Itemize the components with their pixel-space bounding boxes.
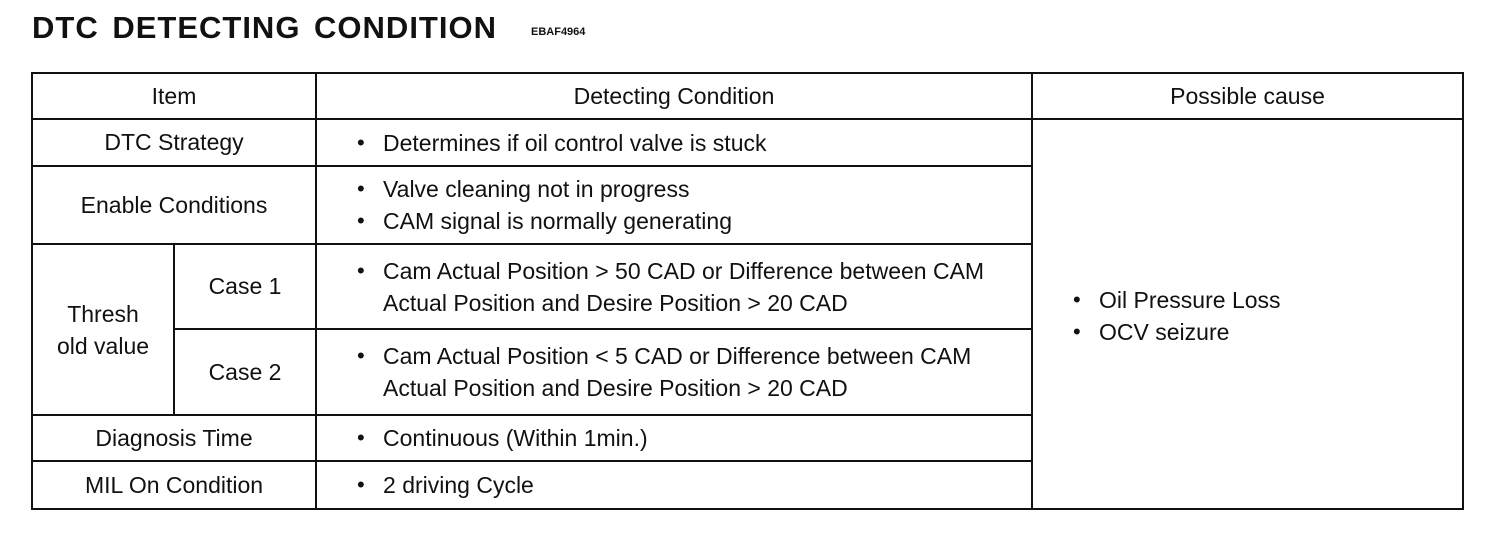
header-item: Item	[32, 73, 316, 119]
item-threshold-value	[32, 244, 174, 415]
condition-list	[355, 255, 1031, 319]
condition-diagnosis-time	[316, 415, 1032, 461]
condition-item: • Determines if oil control valve is stuck	[355, 127, 1031, 159]
item-enable-conditions: Enable Conditions	[32, 166, 316, 244]
condition-item: • Valve cleaning not in progress	[355, 173, 1031, 205]
document-heading	[32, 10, 585, 50]
item-case-2: Case 2	[174, 329, 316, 415]
condition-list	[355, 422, 1031, 454]
condition-item: • 2 driving Cycle	[355, 469, 1031, 501]
condition-list	[355, 469, 1031, 501]
possible-cause-item: • Oil Pressure Loss	[1071, 284, 1462, 316]
item-case-1: Case 1	[174, 244, 316, 329]
item-diagnosis-time: Diagnosis Time	[32, 415, 316, 461]
header-detecting-condition: Detecting Condition	[316, 73, 1032, 119]
condition-item: • Cam Actual Position < 5 CAD or Difference between CAM Actual Position and Desire Position > 20 CAD	[355, 340, 1031, 404]
condition-list	[355, 340, 1031, 404]
possible-cause-list	[1071, 284, 1462, 348]
condition-mil-on-condition	[316, 461, 1032, 509]
condition-dtc-strategy	[316, 119, 1032, 166]
possible-cause-item: • OCV seizure	[1071, 316, 1462, 348]
dtc-condition-table	[31, 72, 1464, 510]
condition-list	[355, 173, 1031, 237]
condition-case-2	[316, 329, 1032, 415]
threshold-label-line-1: Thresh	[67, 300, 139, 327]
condition-enable-conditions	[316, 166, 1032, 244]
condition-case-1	[316, 244, 1032, 329]
condition-item: • Continuous (Within 1min.)	[355, 422, 1031, 454]
possible-cause-cell	[1032, 119, 1463, 509]
header-possible-cause: Possible cause	[1032, 73, 1463, 119]
condition-list	[355, 127, 1031, 159]
table-header-row	[32, 73, 1463, 119]
item-mil-on-condition: MIL On Condition	[32, 461, 316, 509]
document-code: EBAF4964	[531, 26, 586, 38]
item-dtc-strategy: DTC Strategy	[32, 119, 316, 166]
table-row-dtc-strategy	[32, 119, 1463, 166]
condition-item: • CAM signal is normally generating	[355, 205, 1031, 237]
threshold-label-line-2: old value	[56, 332, 150, 359]
condition-item: • Cam Actual Position > 50 CAD or Difference between CAM Actual Position and Desire Position > 20 CAD	[355, 255, 1031, 319]
page-title: DTC DETECTING CONDITION	[32, 10, 497, 45]
